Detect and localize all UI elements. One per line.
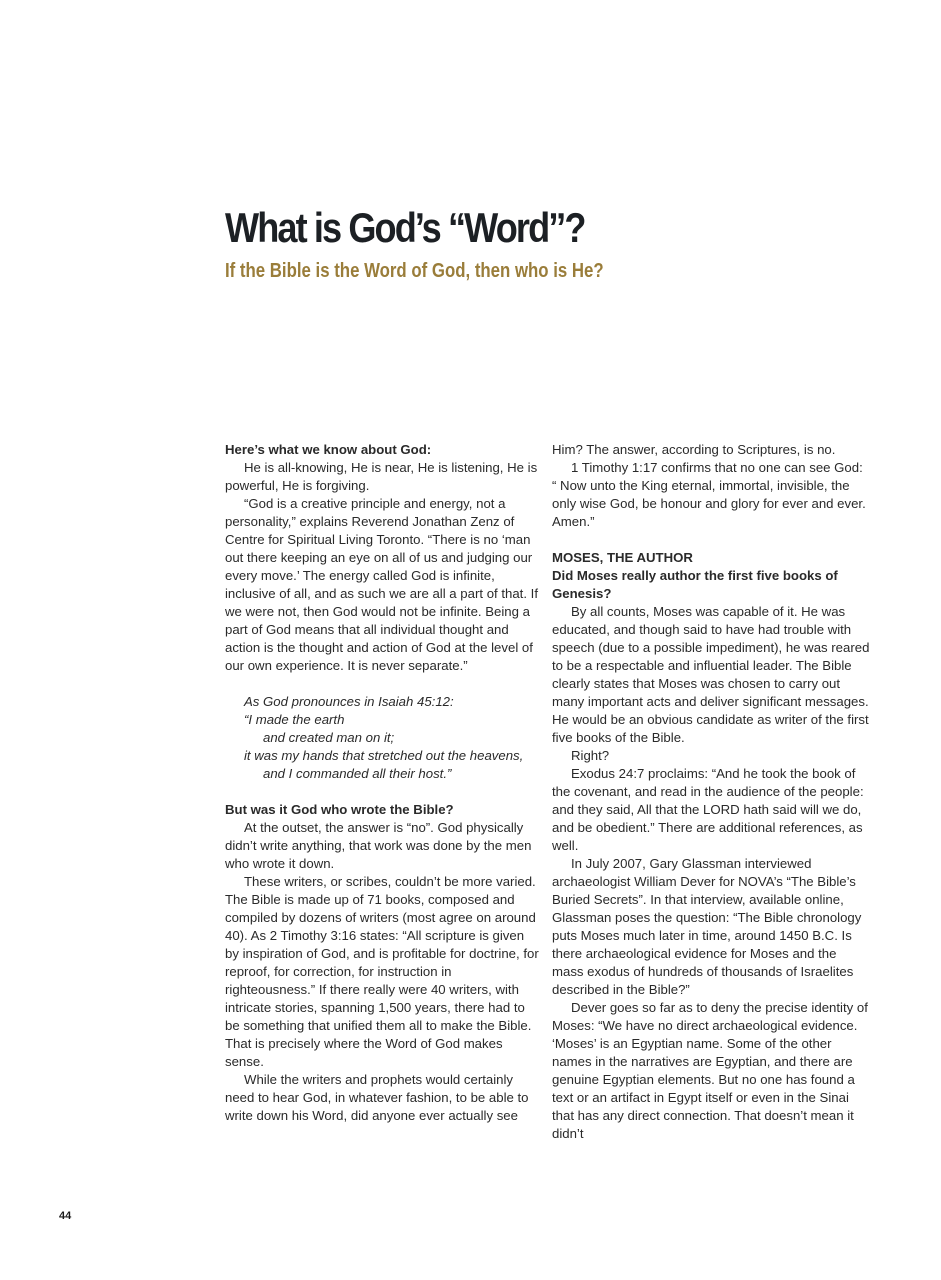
- paragraph: In July 2007, Gary Glassman interviewed archaeologist William Dever for NOVA’s “The Bible’s Buried Secrets”. In that interview, available online, Glassman poses the question: “The Bible chronology puts Moses much later in time, around 1450 B.C. Is there archaeological evidence for Moses and the mass exodus of hundreds of thousands of Israelites described in the Bible?”: [552, 856, 862, 997]
- paragraph: Exodus 24:7 proclaims: “And he took the book of the covenant, and read in the audience of the people: and they said, All that the LORD hath said will we do, and be obedient.” There are additional references, as well.: [552, 766, 864, 853]
- paragraph: “God is a creative principle and energy, not a personality,” explains Reverend Jonathan Zenz of Centre for Spiritual Living Toronto. “There is no ‘man out there keeping an eye on all of us and judging our every move.’ The energy called God is infinite, inclusive of all, and as such we are all a part of that. If we were not, then God would not be infinite. Being a part of God means that all individual thought and action is the thought and action of God at the level of our own experience. It is never separate.”: [225, 496, 539, 673]
- paragraph: He is all-knowing, He is near, He is listening, He is powerful, He is forgiving.: [225, 460, 538, 493]
- spacer: [225, 783, 541, 801]
- quote-intro: As God pronounces in Isaiah 45:12:: [244, 694, 454, 709]
- spacer: [225, 675, 541, 693]
- section-heading-bible: But was it God who wrote the Bible?: [225, 802, 454, 817]
- page-title: What is God’s “Word”?: [225, 204, 585, 251]
- page-number: 44: [59, 1210, 72, 1222]
- section-heading-moses: MOSES, THE AUTHOR: [552, 550, 693, 565]
- paragraph: 1 Timothy 1:17 confirms that no one can see God: “ Now unto the King eternal, immortal, invisible, the only wise God, be honour and glory for ever and ever. Amen.”: [552, 460, 866, 529]
- section-heading-god: Here’s what we know about God:: [225, 442, 432, 457]
- paragraph: At the outset, the answer is “no”. God physically didn’t write anything, that work was done by the men who wrote it down.: [225, 820, 532, 871]
- subheading-moses: Did Moses really author the first five books of Genesis?: [552, 568, 838, 601]
- left-column: [225, 441, 541, 1125]
- quote-line: and I commanded all their host.”: [263, 766, 452, 781]
- spacer: [552, 531, 870, 549]
- quote-line: “I made the earth: [244, 712, 345, 727]
- page-subtitle: If the Bible is the Word of God, then who is He?: [225, 260, 604, 282]
- quote-line: it was my hands that stretched out the heavens,: [244, 748, 524, 763]
- paragraph: Him? The answer, according to Scriptures, is no.: [552, 442, 836, 457]
- paragraph: Right?: [571, 748, 610, 763]
- paragraph: By all counts, Moses was capable of it. He was educated, and though said to have had trouble with speech (due to a possible impediment), he was reared to be a respectable and influential leader. The Bible clearly states that Moses was chosen to carry out many important acts and deliver significant messages. He would be an obvious candidate as writer of the first five books of the Bible.: [552, 604, 870, 745]
- paragraph: These writers, or scribes, couldn’t be more varied. The Bible is made up of 71 books, composed and compiled by dozens of writers (most agree on around 40). As 2 Timothy 3:16 states: “All scripture is given by inspiration of God, and is profitable for doctrine, for reproof, for correction, for instruction in righteousness.” If there really were 40 writers, with intricate stories, spanning 1,500 years, there had to be something that unified them all to make the Bible. That is precisely where the Word of God makes sense.: [225, 874, 539, 1069]
- paragraph: Dever goes so far as to deny the precise identity of Moses: “We have no direct archaeological evidence. ‘Moses’ is an Egyptian name. Some of the other names in the narratives are Egyptian, and there are genuine Egyptian elements. But no one has found a text or an artifact in Egypt itself or even in the Sinai that has any direct connection. That doesn’t mean it didn’t: [552, 1000, 868, 1141]
- paragraph: While the writers and prophets would certainly need to hear God, in whatever fashion, to be able to write down his Word, did anyone ever actually see: [225, 1072, 529, 1123]
- quote-line: and created man on it;: [263, 730, 395, 745]
- right-column: [552, 441, 870, 1143]
